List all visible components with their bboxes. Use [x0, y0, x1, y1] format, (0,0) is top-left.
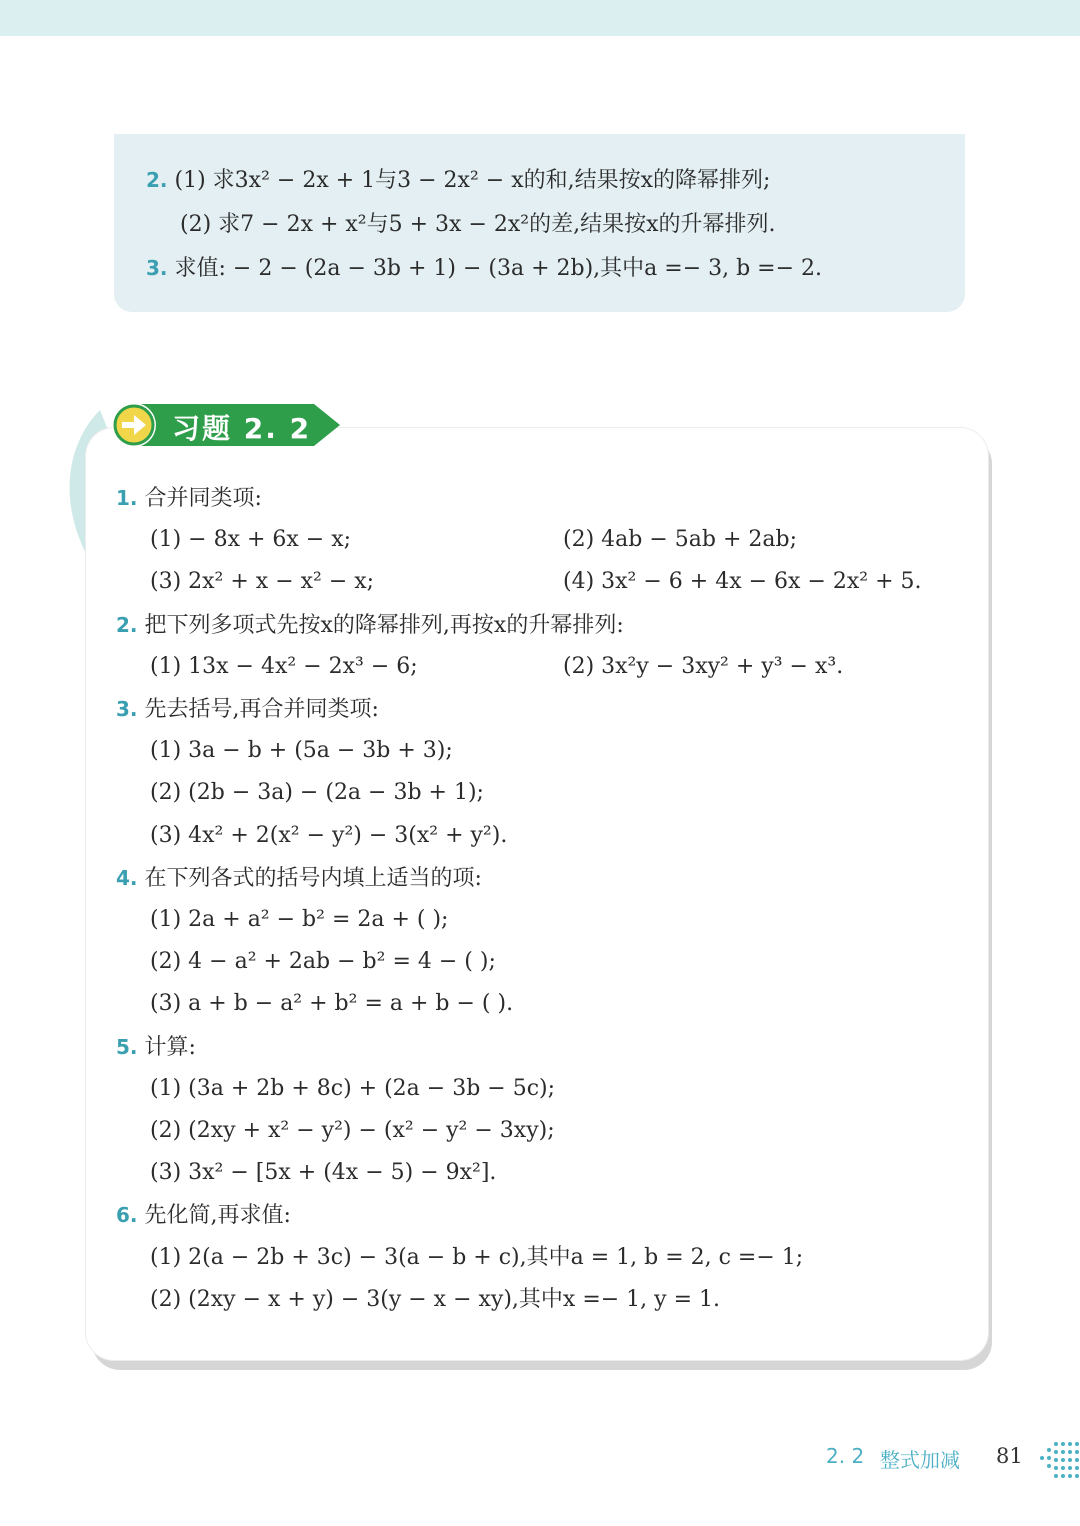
sub-item-right: (2) 3x²y − 3xy² + y³ − x³. [563, 654, 844, 679]
sub-item: (1) 2(a − 2b + 3c) − 3(a − b + c),其中a = 1, b = 2, c =− 1; [150, 1245, 804, 1270]
question-number: 6. [116, 1203, 138, 1227]
exercise-question [116, 611, 624, 640]
exercise-question [116, 864, 482, 893]
question-text: 计算: [144, 1035, 196, 1060]
exercise-question [116, 1033, 196, 1062]
question-number: 1. [116, 486, 138, 510]
sub-item-right: (4) 3x² − 6 + 4x − 6x − 2x² + 5. [563, 569, 922, 594]
item-text: (2) 求7 − 2x + x²与5 + 3x − 2x²的差,结果按x的升幂排列. [180, 212, 776, 237]
top-color-band [0, 0, 1080, 36]
sub-item: (3) 4x² + 2(x² − y²) − 3(x² + y²). [150, 823, 508, 848]
sub-item: (3) a + b − a² + b² = a + b − ( ). [150, 991, 514, 1016]
question-text: 合并同类项: [144, 486, 262, 511]
question-text: 先化简,再求值: [144, 1203, 291, 1228]
practice-item-3 [146, 254, 822, 283]
exercise-question [116, 1201, 291, 1230]
sub-item: (2) 4 − a² + 2ab − b² = 4 − ( ); [150, 949, 496, 974]
page-number: 81 [996, 1444, 1023, 1468]
sub-item-left: (3) 2x² + x − x² − x; [150, 569, 375, 594]
footer-section-title: 整式加减 [880, 1448, 960, 1472]
sub-item: (2) (2xy + x² − y²) − (x² − y² − 3xy); [150, 1118, 555, 1143]
sub-item-right: (2) 4ab − 5ab + 2ab; [563, 527, 797, 552]
sub-item: (1) 2a + a² − b² = 2a + ( ); [150, 907, 449, 932]
sub-item: (2) (2xy − x + y) − 3(y − x − xy),其中x =− 1, y = 1. [150, 1287, 721, 1312]
decorative-dots-icon [1036, 1436, 1080, 1480]
question-text: 把下列多项式先按x的降幂排列,再按x的升幂排列: [144, 613, 624, 638]
sub-item-left: (1) 13x − 4x² − 2x³ − 6; [150, 654, 418, 679]
question-number: 3. [116, 697, 138, 721]
item-number: 2. [146, 168, 168, 192]
exercise-title: 习题 2. 2 [172, 412, 312, 445]
question-number: 2. [116, 613, 138, 637]
sub-item: (1) (3a + 2b + 8c) + (2a − 3b − 5c); [150, 1076, 556, 1101]
practice-item-2-2 [180, 211, 775, 239]
item-number: 3. [146, 256, 168, 280]
exercise-question [116, 695, 379, 724]
footer-section-number: 2. 2 [826, 1444, 865, 1468]
question-text: 先去括号,再合并同类项: [144, 697, 379, 722]
item-text: 求值: − 2 − (2a − 3b + 1) − (3a + 2b),其中a =− 3, b =− 2. [174, 256, 823, 281]
question-text: 在下列各式的括号内填上适当的项: [144, 866, 482, 891]
sub-item-left: (1) − 8x + 6x − x; [150, 527, 352, 552]
sub-item: (1) 3a − b + (5a − 3b + 3); [150, 738, 453, 763]
exercise-question [116, 484, 262, 513]
sub-item: (3) 3x² − [5x + (4x − 5) − 9x²]. [150, 1160, 497, 1185]
question-number: 4. [116, 866, 138, 890]
item-text: (1) 求3x² − 2x + 1与3 − 2x² − x的和,结果按x的降幂排列; [174, 168, 771, 193]
question-number: 5. [116, 1035, 138, 1059]
sub-item: (2) (2b − 3a) − (2a − 3b + 1); [150, 780, 484, 805]
practice-item-2-1 [146, 166, 770, 195]
